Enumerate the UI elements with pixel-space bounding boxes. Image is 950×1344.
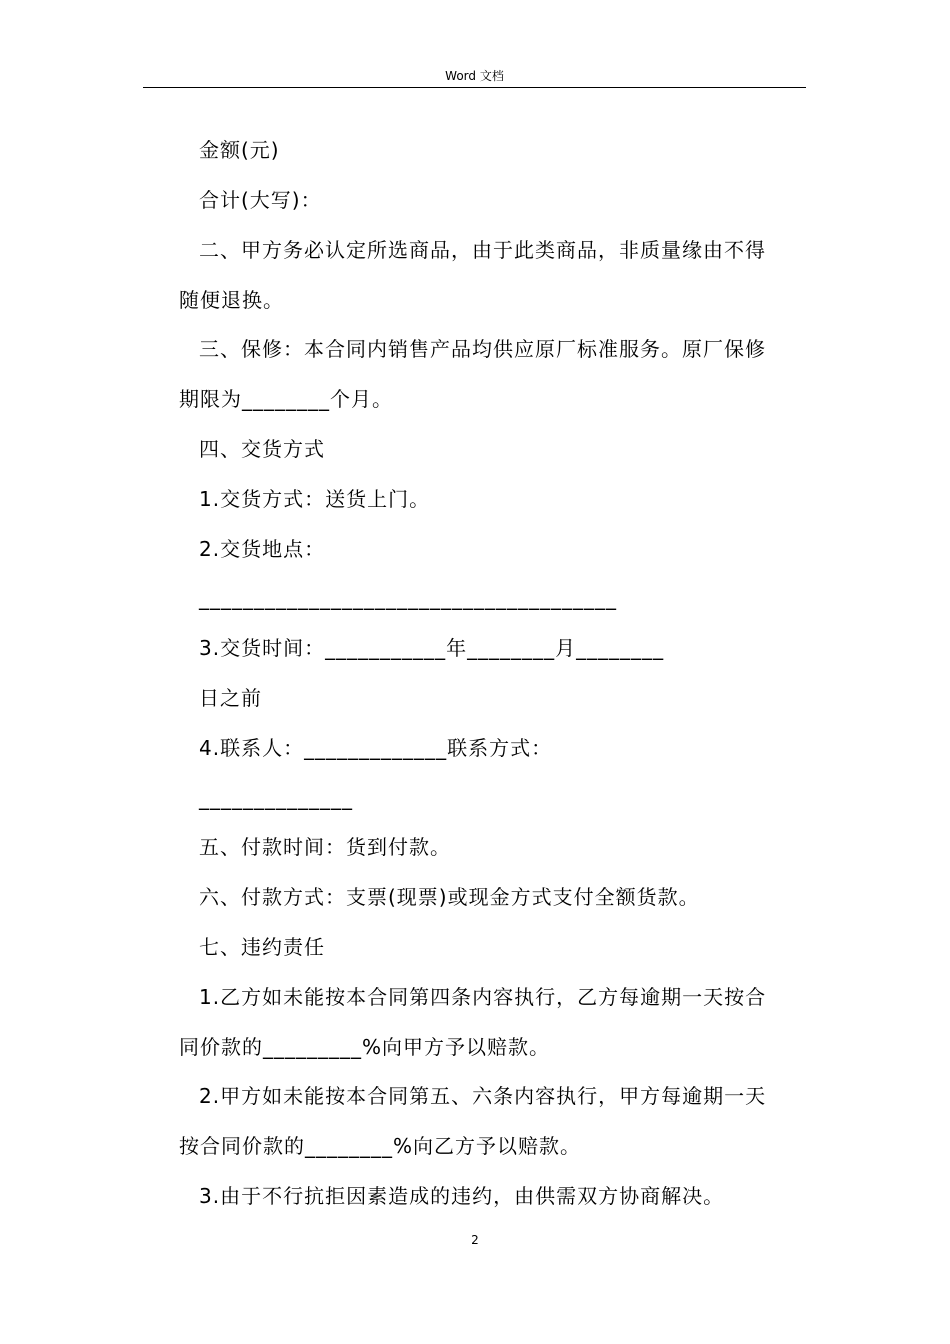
text-line-clause3-cont: 期限为________个月。 (179, 387, 393, 411)
text-line-amount: 金额(元) (199, 138, 280, 162)
text-line-clause3: 三、保修：本合同内销售产品均供应原厂标准服务。原厂保修 (199, 337, 766, 361)
text-line-clause2: 二、甲方务必认定所选商品，由于此类商品，非质量缘由不得 (199, 238, 766, 262)
text-line-delivery-place-blank: ______________________________________ (199, 586, 617, 610)
text-line-clause5: 五、付款时间：货到付款。 (199, 835, 451, 859)
text-line-clause6: 六、付款方式：支票(现票)或现金方式支付全额货款。 (199, 885, 700, 909)
text-line-breach2-cont: 按合同价款的________%向乙方予以赔款。 (179, 1134, 582, 1158)
text-line-delivery-place: 2.交货地点： (199, 537, 326, 561)
text-line-breach3: 3.由于不行抗拒因素造成的违约，由供需双方协商解决。 (199, 1184, 725, 1208)
page-header: Word 文档 (445, 69, 504, 83)
page-number: 2 (471, 1233, 479, 1247)
text-line-breach1: 1.乙方如未能按本合同第四条内容执行，乙方每逾期一天按合 (199, 985, 767, 1009)
text-line-contact: 4.联系人：_____________联系方式： (199, 736, 553, 760)
text-line-delivery-method: 1.交货方式：送货上门。 (199, 487, 431, 511)
text-line-clause7-title: 七、违约责任 (199, 935, 325, 959)
text-line-breach1-cont: 同价款的_________%向甲方予以赔款。 (179, 1035, 551, 1059)
text-line-delivery-time-cont: 日之前 (199, 686, 262, 710)
text-line-total: 合计(大写)： (199, 188, 322, 212)
text-line-contact-blank: ______________ (199, 786, 353, 810)
text-line-clause4-title: 四、交货方式 (199, 437, 325, 461)
text-line-breach2: 2.甲方如未能按本合同第五、六条内容执行，甲方每逾期一天 (199, 1084, 767, 1108)
header-divider (143, 87, 806, 88)
text-line-delivery-time: 3.交货时间：___________年________月________ (199, 636, 665, 660)
text-line-clause2-cont: 随便退换。 (179, 288, 284, 312)
